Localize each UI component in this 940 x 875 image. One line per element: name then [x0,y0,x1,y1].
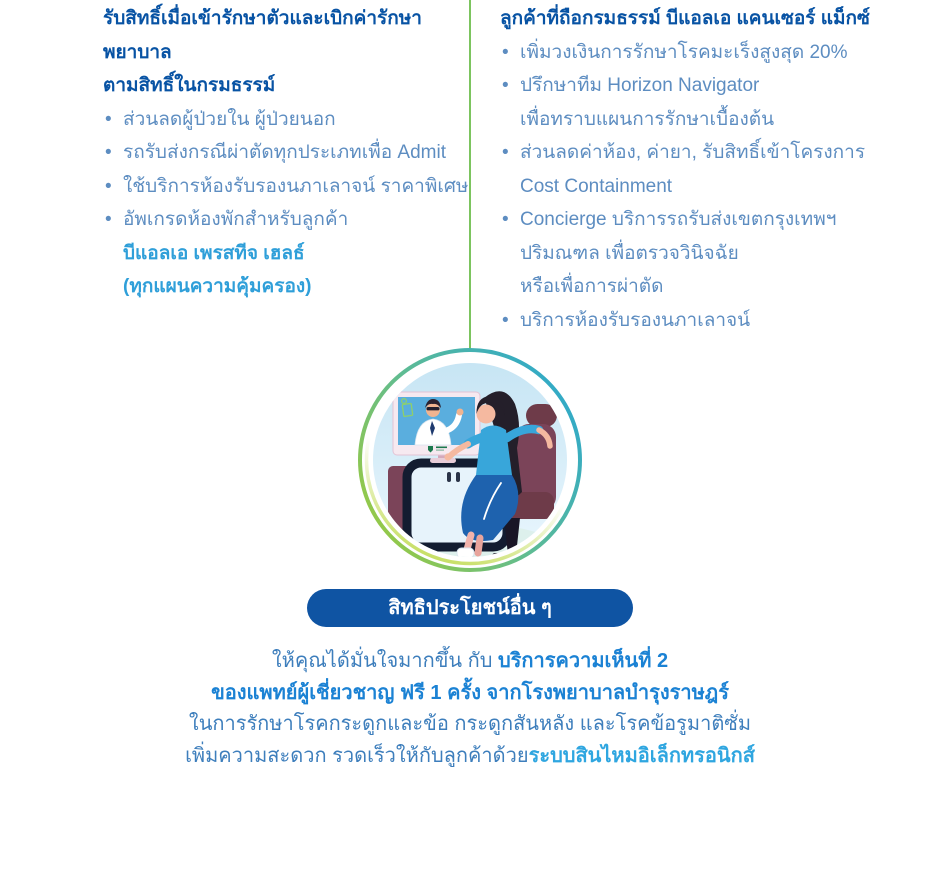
telemedicine-illustration-svg [352,342,588,578]
bullet-icon: • [105,175,112,197]
benefit-list [103,103,473,304]
list-item-text: ส่วนลดค่าห้อง, ค่ายา, รับสิทธิ์เข้าโครงการ [520,142,866,163]
list-item-highlight: บีแอลเอ เพรสทีจ เฮลธ์ [123,242,305,264]
list-item-text: ปริมณฑล เพื่อตรวจวินิจฉัย [520,242,739,264]
list-item [500,69,910,136]
list-item-text: เพื่อทราบแผนการรักษาเบื้องต้น [520,108,775,130]
list-item-text: Concierge บริการรถรับส่งเขตกรุงเทพฯ [520,209,837,230]
footer-line1-highlight: บริการความเห็นที่ 2 [497,650,669,672]
section-policy-benefits [103,2,473,304]
list-item [500,203,910,304]
section-title [103,2,473,103]
bullet-icon: • [502,41,509,63]
list-item-text: เพิ่มวงเงินการรักษาโรคมะเร็งสูงสุด 20% [520,41,848,63]
footer-line4-regular: เพิ่มความสะดวก รวดเร็วให้กับลูกค้าด้วย [185,744,529,767]
list-item-text: บริการห้องรับรองนภาเลาจน์ [520,309,751,331]
footer-line-1 [0,646,940,678]
list-item-text: ส่วนลดผู้ป่วยใน ผู้ป่วยนอก [123,108,336,130]
section-cancer-max-benefits [500,2,910,337]
list-item [103,103,473,137]
bullet-icon: • [502,142,509,163]
bullet-icon: • [502,209,509,230]
list-item [103,170,473,204]
list-item-text: อัพเกรดห้องพักสำหรับลูกค้า [123,209,349,230]
list-item [500,136,910,203]
list-item [500,304,910,338]
section-title-line2: ตามสิทธิ์ในกรมธรรม์ [103,75,276,96]
footer-text [0,646,940,772]
bullet-icon: • [105,108,112,130]
list-item [103,136,473,170]
monitor [393,392,480,463]
telemedicine-illustration [352,342,588,578]
footer-line-2: ของแพทย์ผู้เชี่ยวชาญ ฟรี 1 ครั้ง จากโรงพยาบาลบำรุงราษฎร์ [211,681,729,704]
list-item-text: ใช้บริการห้องรับรองนภาเลาจน์ ราคาพิเศษ [123,175,469,197]
list-item-text: หรือเพื่อการผ่าตัด [520,276,664,297]
footer-line-3: ในการรักษาโรคกระดูกและข้อ กระดูกสันหลัง และโรคข้อรูมาติซั่ม [188,713,752,735]
footer-line-4 [0,741,940,773]
bullet-icon: • [105,142,112,163]
footer-line4-highlight: ระบบสินไหมอิเล็กทรอนิกส์ [528,744,755,767]
section-title-line1: รับสิทธิ์เมื่อเข้ารักษาตัวและเบิกค่ารักษาพยาบาล [103,8,422,63]
list-item-highlight: (ทุกแผนความคุ้มครอง) [123,276,312,297]
benefit-list [500,36,910,338]
bullet-icon: • [502,309,509,331]
bullet-icon: • [502,75,509,96]
list-item [500,36,910,70]
bullet-icon: • [105,209,112,230]
footer-line1-regular: ให้คุณได้มั่นใจมากขึ้น กับ [271,650,498,672]
list-item-text: Cost Containment [520,175,673,197]
section-title: ลูกค้าที่ถือกรมธรรม์ บีแอลเอ แคนเซอร์ แม็กซ์ [500,8,870,29]
list-item-text: ปรึกษาทีม Horizon Navigator [520,75,760,96]
list-item-text: รถรับส่งกรณีผ่าตัดทุกประเภทเพื่อ Admit [123,142,446,163]
list-item [103,203,473,304]
other-benefits-button[interactable]: สิทธิประโยชน์อื่น ๆ [307,589,633,627]
